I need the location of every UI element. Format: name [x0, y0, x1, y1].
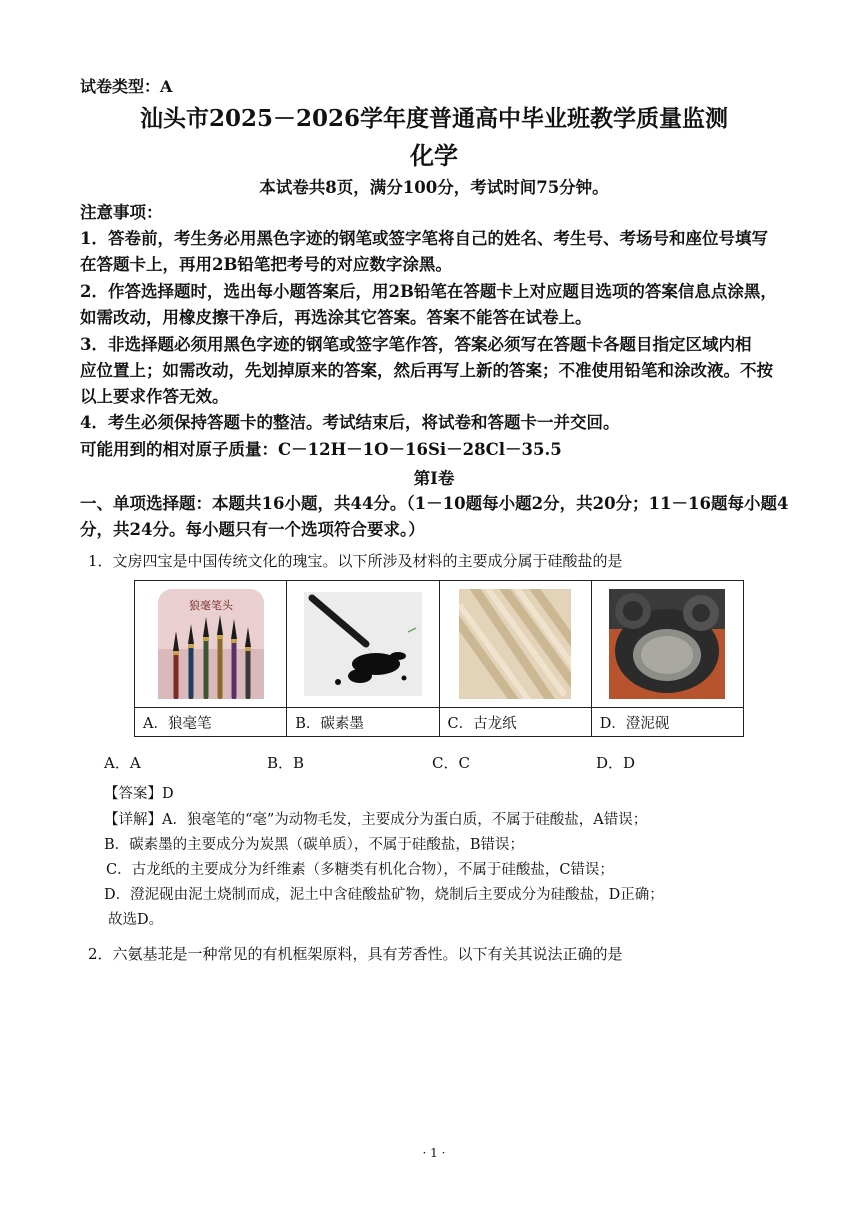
- caption-c: C．古龙纸: [439, 708, 591, 737]
- explanation-line: 故选D。: [108, 912, 164, 928]
- option-c: C．C: [432, 754, 470, 772]
- paper-type: 试卷类型：A: [80, 77, 173, 96]
- image-table: [134, 580, 744, 737]
- notice-line: 2．作答选择题时，选出每小题答案后，用2B铅笔在答题卡上对应题目选项的答案信息点涂黑，: [80, 282, 777, 301]
- explanation-line: 【详解】A．狼毫笔的“毫”为动物毛发，主要成分为蛋白质，不属于硅酸盐，A错误；: [104, 812, 648, 828]
- notice-line: 4．考生必须保持答题卡的整洁。考试结束后，将试卷和答题卡一并交回。: [80, 413, 620, 432]
- image-cell: [591, 581, 743, 708]
- brush-image: [158, 589, 264, 699]
- part-heading: 一、单项选择题：本题共16小题，共44分。（1－10题每小题2分，共20分；11－16题每小题4: [80, 494, 789, 513]
- exam-title: 汕头市2025－2026学年度普通高中毕业班教学质量监测: [139, 105, 729, 132]
- notice-line: 以上要求作答无效。: [80, 387, 229, 406]
- notice-line: 3．非选择题必须用黑色字迹的钢笔或签字笔作答，答案必须写在答题卡各题目指定区域内相: [80, 335, 752, 354]
- notice-line: 应位置上；如需改动，先划掉原来的答案，然后再写上新的答案；不准使用铅笔和涂改液。不按: [80, 361, 773, 380]
- part-heading: 分，共24分。每小题只有一个选项符合要求。）: [80, 520, 425, 539]
- answer: 【答案】D: [104, 786, 174, 802]
- option-d: D．D: [596, 754, 636, 772]
- notice-line: 1．答卷前，考生务必用黑色字迹的钢笔或签字笔将自己的姓名、考生号、考场号和座位号填写: [80, 229, 768, 248]
- page-number: · 1 ·: [422, 1146, 446, 1160]
- notice-line: 如需改动，用橡皮擦干净后，再选涂其它答案。答案不能答在试卷上。: [80, 308, 592, 327]
- caption-d: D．澄泥砚: [591, 708, 743, 737]
- subject-title: 化学: [410, 141, 458, 170]
- inkstone-image: [609, 589, 725, 699]
- caption-a: A．狼毫笔: [135, 708, 287, 737]
- image-cell: [439, 581, 591, 708]
- explanation-line: C．古龙纸的主要成分为纤维素（多糖类有机化合物），不属于硅酸盐，C错误；: [106, 862, 614, 878]
- image-cell: [287, 581, 439, 708]
- brush-label: 狼毫笔头: [188, 599, 233, 612]
- explanation-line: D．澄泥砚由泥土烧制而成，泥土中含硅酸盐矿物，烧制后主要成分为硅酸盐，D正确；: [104, 887, 664, 903]
- question-1-stem: 1．文房四宝是中国传统文化的瑰宝。以下所涉及材料的主要成分属于硅酸盐的是: [88, 552, 623, 570]
- section-title: 第I卷: [413, 469, 455, 488]
- ink-image: [304, 592, 422, 696]
- option-b: B．B: [267, 754, 305, 772]
- exam-info: 本试卷共8页，满分100分，考试时间75分钟。: [259, 178, 609, 197]
- option-a: A．A: [104, 754, 141, 772]
- notice-line: 在答题卡上，再用2B铅笔把考号的对应数字涂黑。: [80, 255, 452, 274]
- image-cell: [135, 581, 287, 708]
- notice-heading: 注意事项：: [80, 203, 163, 222]
- paper-image: [459, 589, 571, 699]
- question-2-stem: 2．六氨基苝是一种常见的有机框架原料，具有芳香性。以下有关其说法正确的是: [88, 945, 623, 963]
- caption-b: B．碳素墨: [287, 708, 439, 737]
- atomic-mass-line: 可能用到的相对原子质量：C－12H－1O－16Si－28Cl－35.5: [80, 440, 562, 459]
- explanation-line: B．碳素墨的主要成分为炭黑（碳单质），不属于硅酸盐，B错误；: [104, 837, 525, 853]
